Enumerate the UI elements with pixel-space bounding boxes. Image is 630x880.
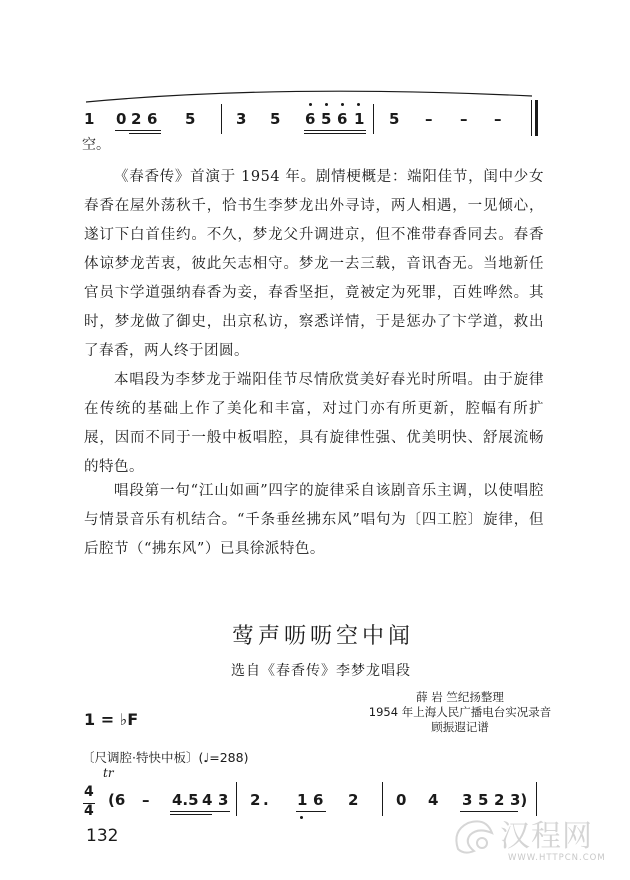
score-note: 2: [250, 791, 261, 809]
time-signature-top: 4: [84, 784, 94, 800]
page-number: 132: [86, 826, 119, 846]
score-note: 3): [510, 791, 528, 809]
bar-line: [236, 782, 237, 816]
score-note: –: [460, 110, 468, 128]
melody-note-paragraph: 唱段第一句“江山如画”四字的旋律采自该剧音乐主调，以使唱腔与情景音乐有机结合。“千条垂丝拂东风”唱句为〔四工腔〕旋律，但后腔节（“拂东风”）已具徐派特色。: [84, 483, 544, 557]
top-score: [0, 0, 630, 160]
credit-arrangers: 薛 岩 竺纪扬整理: [416, 690, 504, 704]
score-note: 2: [131, 110, 142, 128]
score-note: –: [494, 110, 502, 128]
credits-block: [300, 690, 620, 735]
bar-line: [382, 782, 383, 816]
score-note: 5: [185, 110, 196, 128]
score-note: 6: [147, 110, 158, 128]
score-note: 0: [116, 110, 127, 128]
score-note: 4.5: [172, 791, 199, 809]
score-note: 5: [270, 110, 281, 128]
score-note: 3: [218, 791, 229, 809]
lyric-text: 空。: [82, 137, 110, 153]
score-note: 1: [84, 110, 95, 128]
score-note: 5: [389, 110, 400, 128]
song-subtitle: 选自《春香传》李梦龙唱段: [231, 663, 411, 679]
credit-recording: 1954 年上海人民广播电台实况录音: [368, 705, 552, 719]
score-note: 3: [236, 110, 247, 128]
credit-transcriber: 顾振遐记谱: [431, 720, 489, 734]
score-note: 2: [494, 791, 505, 809]
score-note: 1: [297, 791, 308, 809]
synopsis-paragraph: 《春香传》首演于 1954 年。剧情梗概是：端阳佳节，闺中少女春香在屋外荡秋千，恰书生李梦龙出外寻诗，两人相遇，一见倾心，遂订下白首佳约。不久，梦龙父升调进京，但不准带春香同去。春香体谅梦龙苦衷，彼此矢志相守。梦龙一去三载，音讯杳无。当地新任官员卞学道强纳春香为妾，春香坚拒，竟被定为死罪，百姓哗然。其时，梦龙做了御史，出京私访，察悉详情，于是惩办了卞学道，救出了春香，两人终于团圆。: [84, 169, 544, 359]
bar-line: [373, 104, 374, 134]
watermark-logo-icon: [448, 813, 498, 859]
final-bar-line: [531, 100, 532, 136]
score-note: 6: [313, 791, 324, 809]
score-note: 2: [348, 791, 359, 809]
watermark-url: WWW.HTTPCN.COM: [508, 853, 606, 863]
score-note: (6: [108, 791, 126, 809]
score-note: –: [142, 791, 150, 809]
score-note: 6: [305, 110, 316, 128]
trill-ornament: tr: [103, 766, 114, 780]
score-note: 3: [462, 791, 473, 809]
score-note: 0: [396, 791, 407, 809]
score-note: .: [263, 791, 269, 809]
watermark: [448, 805, 618, 875]
score-note: 1: [354, 110, 365, 128]
score-note: 5: [478, 791, 489, 809]
score-note: 6: [337, 110, 348, 128]
key-signature: 1 = ♭F: [84, 710, 139, 729]
tempo-marking: 〔尺调腔·特快中板〕(♩=288): [82, 750, 249, 765]
score-note: 4: [428, 791, 439, 809]
time-signature-bottom: 4: [84, 803, 94, 819]
score-note: –: [425, 110, 433, 128]
final-bar-line-thick: [535, 100, 538, 136]
bar-line: [221, 104, 222, 134]
description-paragraph: 本唱段为李梦龙于端阳佳节尽情欣赏美好春光时所唱。由于旋律在传统的基础上作了美化和丰富，对过门亦有所更新，腔幅有所扩展，因而不同于一般中板唱腔，具有旋律性强、优美明快、舒展流畅的特色。: [84, 372, 544, 475]
score-note: 4: [202, 791, 213, 809]
watermark-brand: 汉程网: [500, 819, 593, 854]
score-note: 5: [321, 110, 332, 128]
song-title: 莺声呖呖空中闻: [231, 624, 414, 649]
